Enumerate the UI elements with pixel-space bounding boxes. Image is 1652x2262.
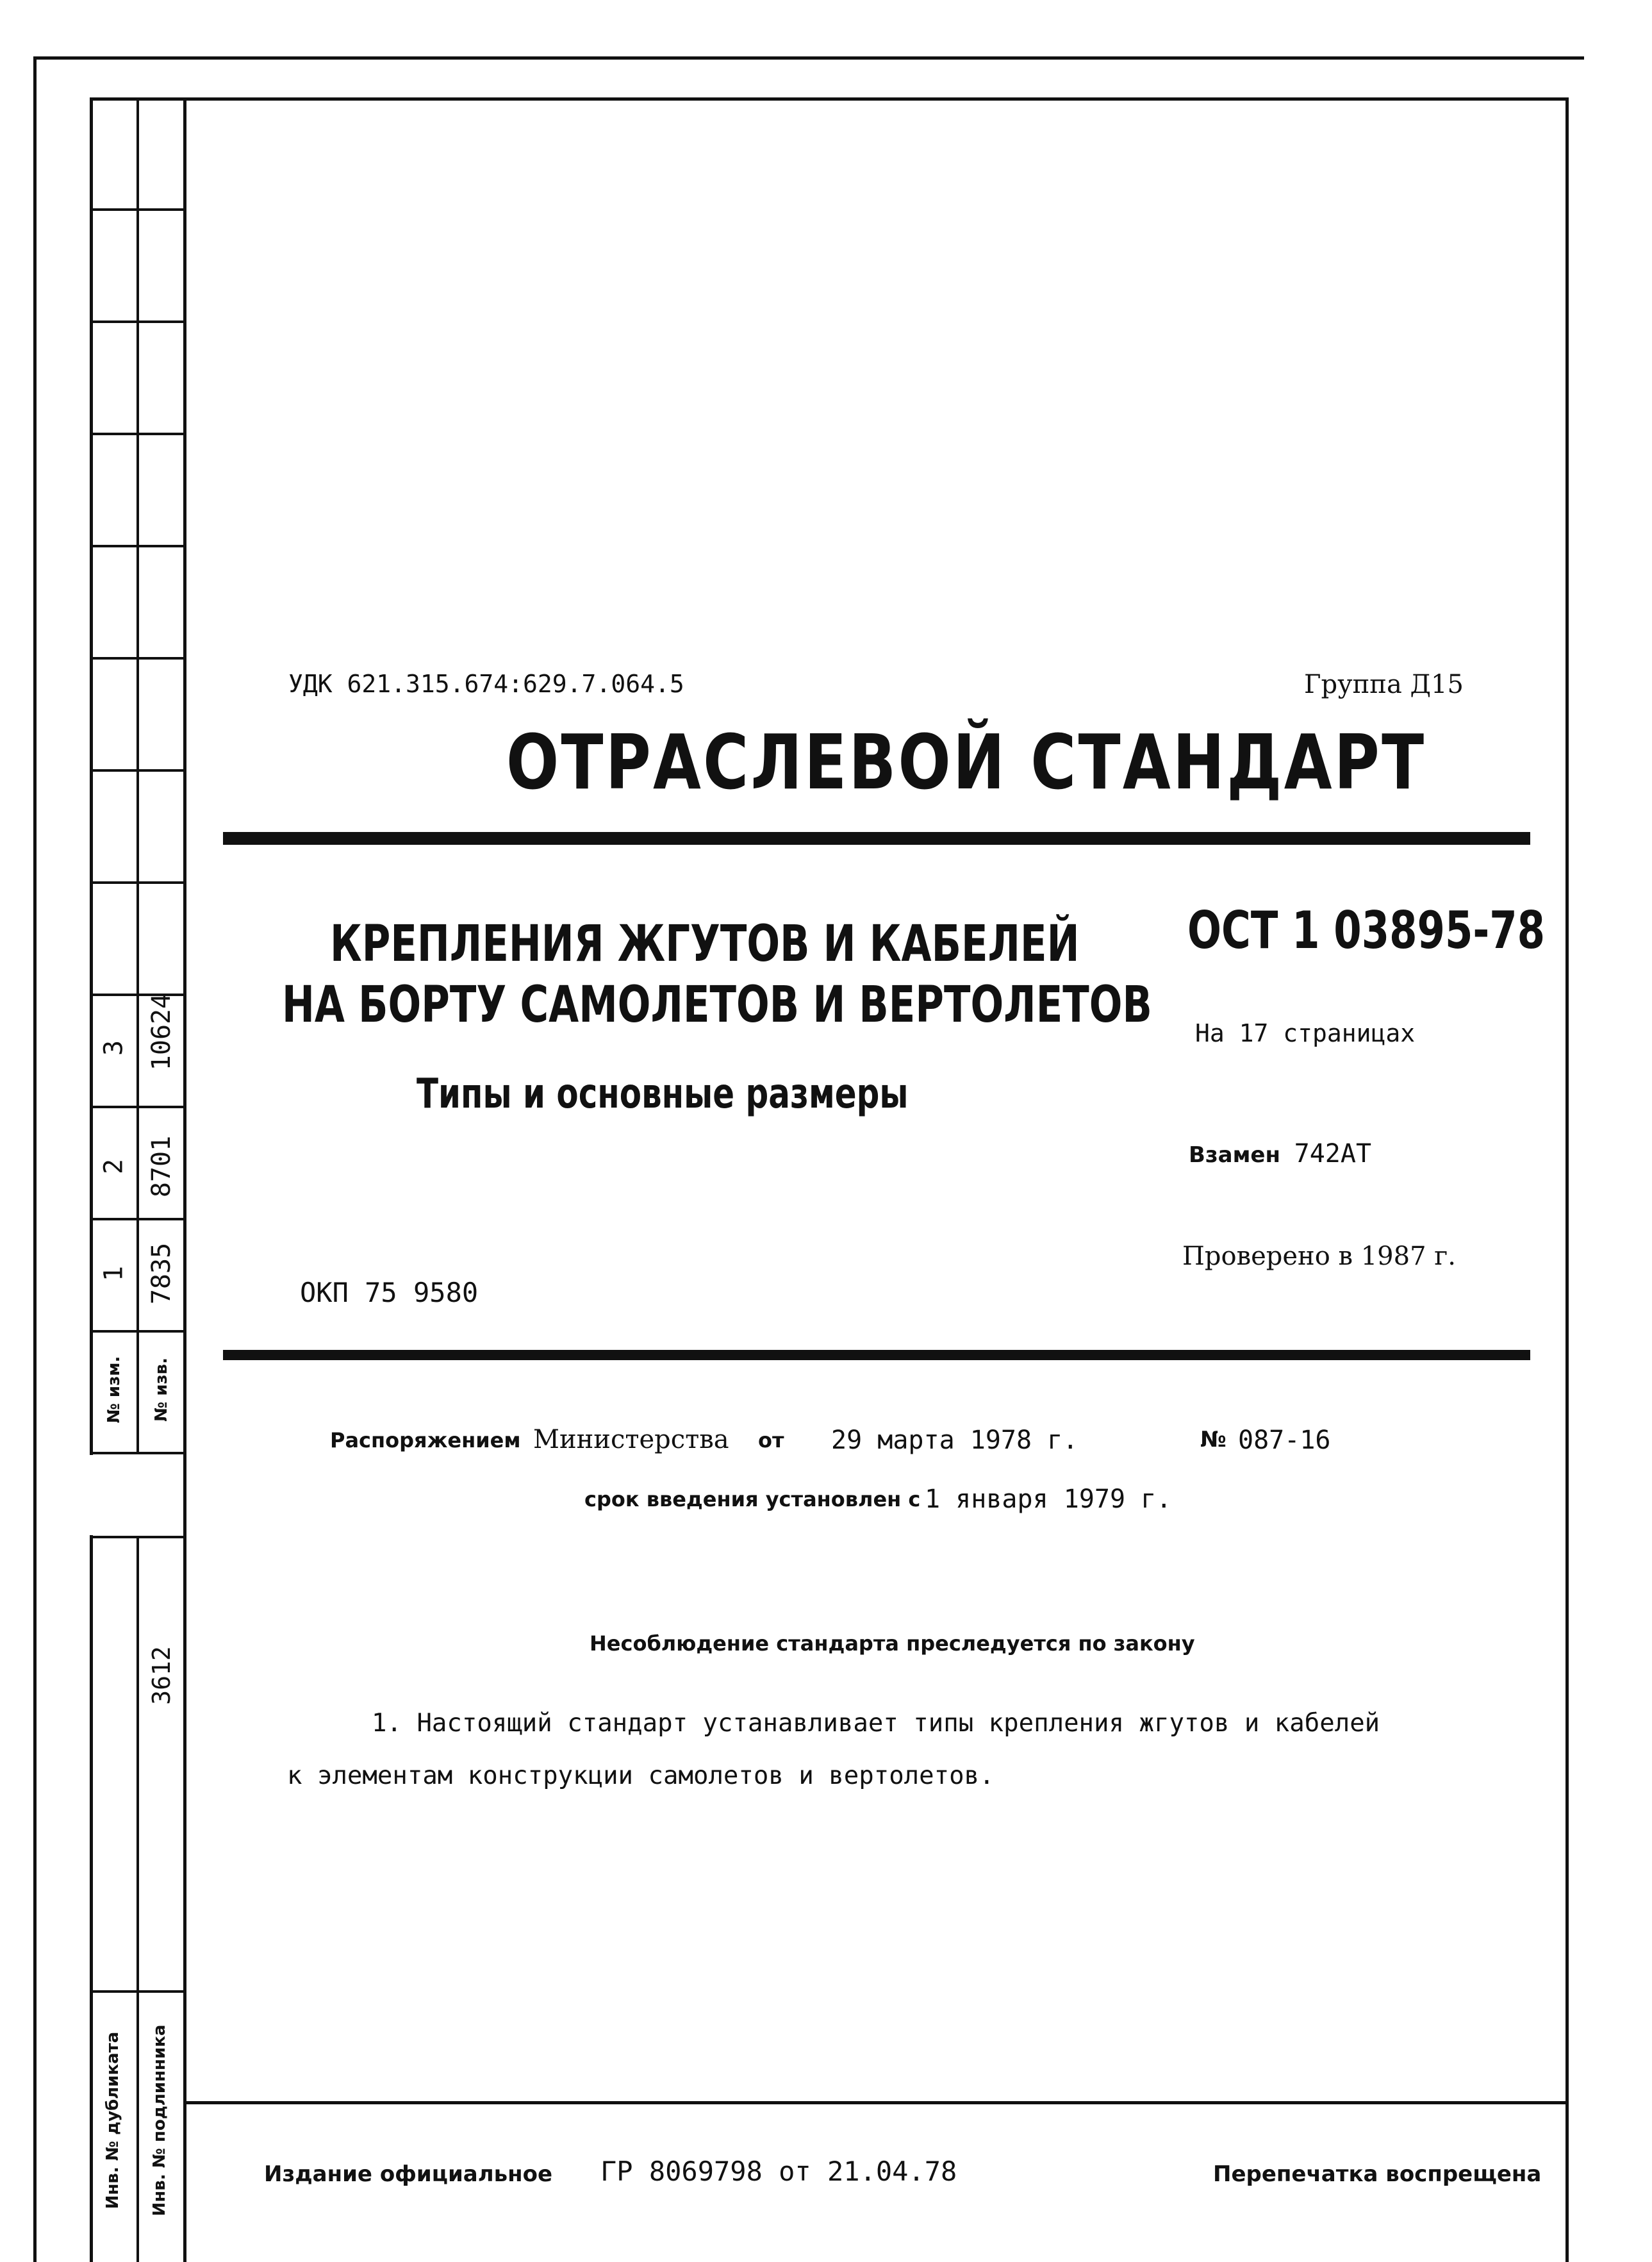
paragraph-1-line-1: 1. Настоящий стандарт устанавливает типы крепления жгутов и кабелей: [372, 1709, 1380, 1738]
middle-rule: [223, 1350, 1530, 1360]
change-no-label: № изм.: [104, 1356, 124, 1424]
document-frame: [90, 97, 1569, 2262]
change-number-3: 10624: [147, 993, 176, 1071]
document-category: ОТРАСЛЕВОЙ СТАНДАРТ: [506, 718, 1426, 806]
order-date: 29 марта 1978 г.: [831, 1426, 1078, 1455]
side-strip-divider: [183, 97, 186, 2262]
title-line-1: КРЕПЛЕНИЯ ЖГУТОВ И КАБЕЛЕЙ: [330, 915, 1080, 973]
side-strip-row-line: [90, 1452, 186, 1454]
top-rule: [223, 832, 1530, 845]
side-strip-row-line: [90, 433, 186, 435]
effective-date: 1 января 1979 г.: [925, 1484, 1172, 1514]
change-label-2: 2: [99, 1158, 129, 1175]
paragraph-1-line-2: к элементам конструкции самолетов и вертолетов.: [287, 1761, 995, 1790]
page-count: На 17 страницах: [1195, 1019, 1416, 1047]
replaces-label: Взамен: [1189, 1142, 1280, 1168]
side-strip-row-line: [90, 1990, 186, 1993]
udk-code: УДК 621.315.674:629.7.064.5: [288, 670, 684, 698]
title-line-2: НА БОРТУ САМОЛЕТОВ И ВЕРТОЛЕТОВ: [282, 976, 1152, 1034]
group-code: Группа Д15: [1304, 670, 1464, 699]
duplicate-inventory-label: Инв. № дубликата: [103, 2031, 122, 2209]
footer-divider: [185, 2101, 1569, 2104]
side-strip-row-line: [90, 208, 186, 211]
side-strip-row-line: [90, 657, 186, 660]
side-strip-row-line: [90, 1106, 186, 1108]
change-label-1: 1: [99, 1265, 129, 1282]
edition-label: Издание официальное: [264, 2161, 553, 2187]
change-number-2: 8701: [147, 1135, 176, 1198]
order-number: 087-16: [1238, 1426, 1331, 1455]
notice-no-label: № изв.: [152, 1358, 171, 1422]
legal-warning: Несоблюдение стандарта преследуется по закону: [590, 1631, 1195, 1656]
side-strip-gap: [90, 1455, 93, 1535]
side-strip-row-line: [90, 1330, 186, 1333]
change-label-3: 3: [99, 1040, 129, 1056]
replaces-line: [1189, 1139, 1371, 1168]
reprint-notice: Перепечатка воспрещена: [1213, 2161, 1542, 2187]
side-strip-row-line: [90, 545, 186, 547]
effective-label: срок введения установлен с: [584, 1487, 921, 1511]
registration-number: ГР 8069798 от 21.04.78: [600, 2156, 957, 2187]
order-from: от: [758, 1428, 784, 1452]
order-number-label: №: [1200, 1427, 1227, 1452]
side-strip-row-line: [90, 1218, 186, 1220]
original-inventory-number: 3612: [147, 1646, 176, 1705]
side-strip-row-line: [90, 1536, 186, 1538]
standard-code: ОСТ 1 03895-78: [1187, 901, 1546, 960]
subtitle: Типы и основные размеры: [417, 1070, 909, 1118]
replaces-value: 742АТ: [1294, 1139, 1372, 1168]
checked-line: Проверено в 1987 г.: [1182, 1242, 1456, 1271]
side-strip-row-line: [90, 320, 186, 323]
change-number-1: 7835: [147, 1242, 176, 1305]
side-strip-row-line: [90, 881, 186, 884]
order-ministry: Министерства: [533, 1425, 729, 1454]
side-strip-column-line: [136, 1537, 139, 2262]
side-strip-column-line: [136, 97, 139, 1453]
order-label: Распоряжением: [330, 1428, 521, 1452]
side-strip-row-line: [90, 769, 186, 772]
okp-code: ОКП 75 9580: [300, 1277, 479, 1308]
original-inventory-label: Инв. № подлинника: [150, 2024, 169, 2216]
